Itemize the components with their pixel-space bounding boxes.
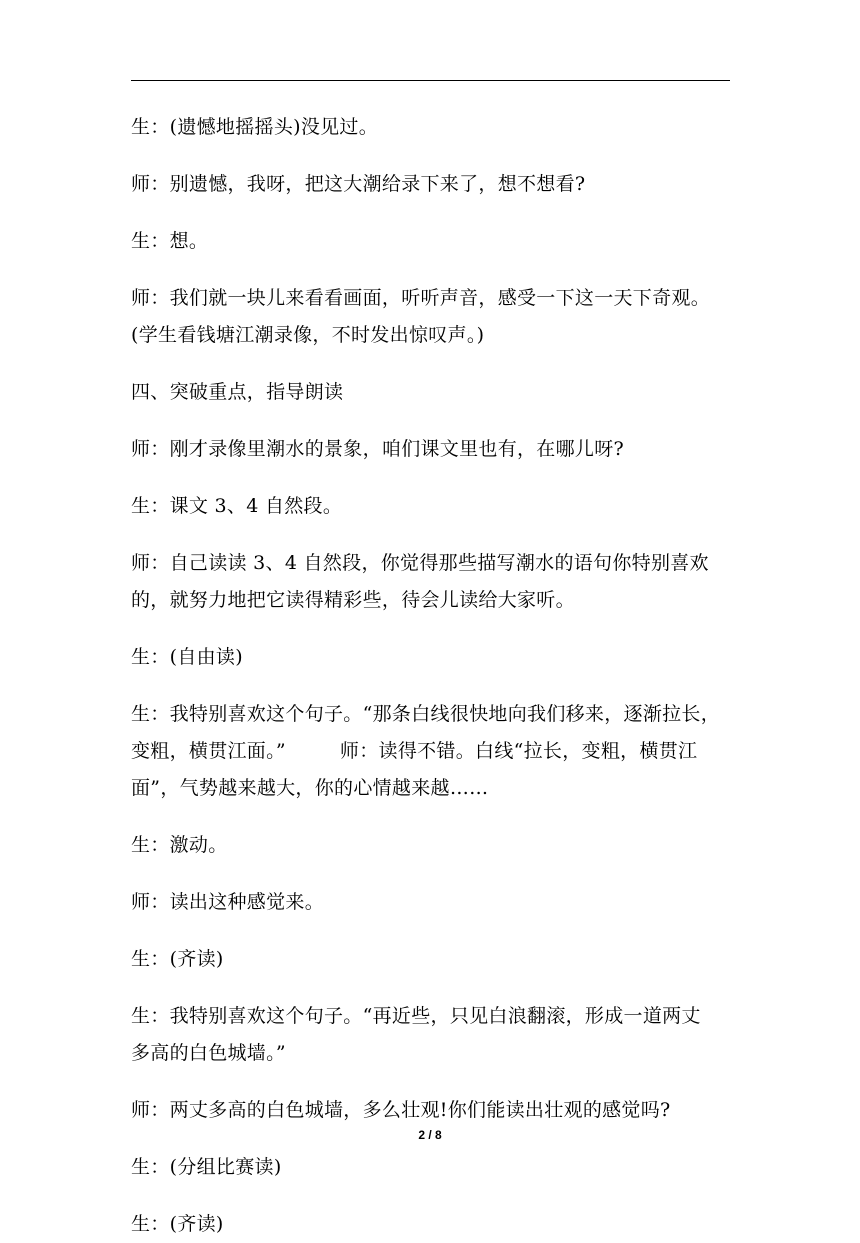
text-line: 生：(分组比赛读) [131, 1156, 282, 1178]
text-line: 的，就努力地把它读得精彩些，待会儿读给大家听。 [131, 589, 575, 611]
text-line: 生：我特别喜欢这个句子。“那条白线很快地向我们移来，逐渐拉长， [131, 703, 721, 725]
page-number: 2 / 8 [418, 1128, 442, 1142]
text-line: 生：(遗憾地摇摇头)没见过。 [131, 116, 379, 138]
document-body [131, 109, 731, 1243]
text-segment: 变粗，横贯江面。” [131, 740, 286, 762]
text-line: 生：激动。 [131, 834, 228, 856]
text-line: 生：(齐读) [131, 1213, 224, 1235]
section-heading: 四、突破重点，指导朗读 [131, 381, 344, 403]
text-line: 师：两丈多高的白色城墙，多么壮观!你们能读出壮观的感觉吗? [131, 1099, 671, 1121]
text-line: 师：刚才录像里潮水的景象，咱们课文里也有，在哪儿呀? [131, 438, 624, 460]
text-line: 生：(齐读) [131, 948, 224, 970]
text-line: 师：我们就一块儿来看看画面，听听声音，感受一下这一天下奇观。 [131, 287, 711, 309]
text-line: 生：(自由读) [131, 646, 243, 668]
header-rule [131, 80, 730, 81]
text-line: 师：别遗憾，我呀，把这大潮给录下来了，想不想看? [131, 173, 586, 195]
text-line: (学生看钱塘江潮录像，不时发出惊叹声。) [131, 324, 485, 346]
text-line: 生：想。 [131, 230, 209, 252]
text-line [131, 733, 731, 770]
text-line: 面”，气势越来越大，你的心情越来越…… [131, 777, 489, 799]
text-line: 生：课文 3、4 自然段。 [131, 495, 343, 517]
text-line: 生：我特别喜欢这个句子。“再近些，只见白浪翻滚，形成一道两丈 [131, 1005, 701, 1027]
text-line: 师：读出这种感觉来。 [131, 891, 325, 913]
text-line: 多高的白色城墙。” [131, 1042, 286, 1064]
text-segment: 师：读得不错。白线“拉长，变粗，横贯江 [339, 740, 698, 762]
text-line: 师：自己读读 3、4 自然段，你觉得那些描写潮水的语句你特别喜欢 [131, 552, 709, 574]
